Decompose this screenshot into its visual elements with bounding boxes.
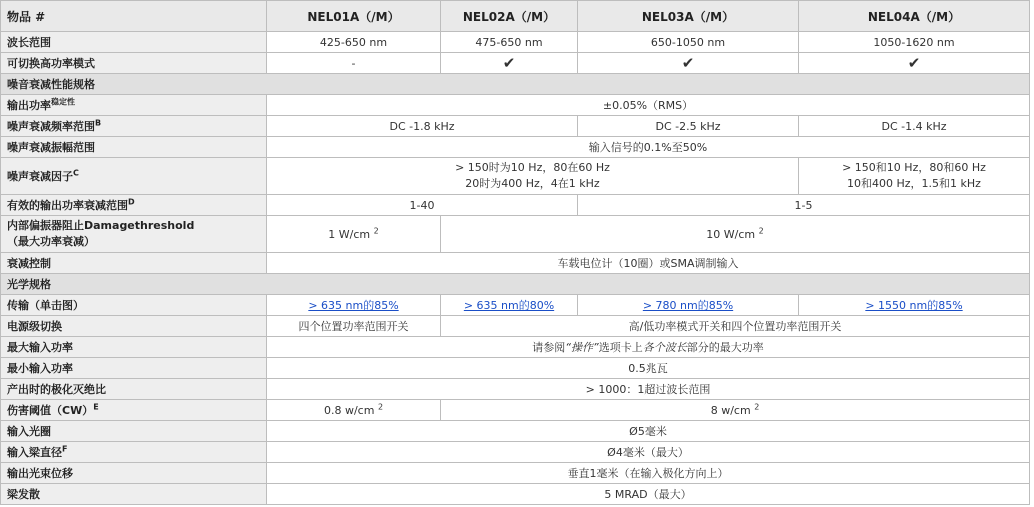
checkmark-icon: ✔ — [799, 53, 1030, 74]
power-switch-label: 电源级切换 — [1, 316, 267, 337]
divergence-value: 5 MRAD（最大） — [267, 484, 1030, 505]
damage-polarizer-label: 内部偏振器阻止Damagethreshold （最大功率衰减） — [1, 216, 267, 253]
damage-cw-label: 伤害阈值（CW）$^E$ — [1, 400, 267, 421]
transmission-link-nel01a[interactable]: > 635 nm的85% — [308, 299, 399, 312]
noise-freq-label: 噪声衰减频率范围$^B$ — [1, 116, 267, 137]
divergence-label: 梁发散 — [1, 484, 267, 505]
row-wavelength — [1, 32, 1030, 53]
row-max-input — [1, 337, 1030, 358]
output-power-label: 输出功率$^{稳定性}$ — [1, 95, 267, 116]
transmission-nel01a-cell — [267, 295, 441, 316]
noise-factor-nel01a-03a: > 150时为10 Hz，80在60 Hz 20时为400 Hz，4在1 kHz — [267, 158, 799, 195]
beam-shift-value: 垂直1毫米（在输入极化方向上） — [267, 463, 1030, 484]
transmission-link-nel03a[interactable]: > 780 nm的85% — [642, 299, 734, 312]
row-input-beam — [1, 442, 1030, 463]
wavelength-nel01a: 425-650 nm — [267, 32, 441, 53]
max-input-label: 最大输入功率 — [1, 337, 267, 358]
row-output-power — [1, 95, 1030, 116]
row-damage-cw — [1, 400, 1030, 421]
beam-shift-label: 输出光束位移 — [1, 463, 267, 484]
row-damage-polarizer — [1, 216, 1030, 253]
noise-freq-nel01a-02a: DC -1.8 kHz — [267, 116, 578, 137]
section-noise — [1, 74, 1030, 95]
switchable-nel01a: - — [267, 53, 441, 74]
checkmark-icon: ✔ — [578, 53, 799, 74]
row-noise-factor — [1, 158, 1030, 195]
min-input-label: 最小输入功率 — [1, 358, 267, 379]
effective-range-label: 有效的输出功率衰减范围$^D$ — [1, 195, 267, 216]
header-col-nel04a: NEL04A（/M） — [799, 1, 1030, 32]
input-beam-value: Ø4毫米（最大） — [267, 442, 1030, 463]
header-col-nel01a: NEL01A（/M） — [267, 1, 441, 32]
power-switch-nel02a-04a: 高/低功率模式开关和四个位置功率范围开关 — [441, 316, 1030, 337]
damage-polarizer-nel02a-04a: 10 W/cm $^2$ — [441, 216, 1030, 253]
power-switch-nel01a: 四个位置功率范围开关 — [267, 316, 441, 337]
wavelength-nel04a: 1050-1620 nm — [799, 32, 1030, 53]
damage-polarizer-nel01a: 1 W/cm $^2$ — [267, 216, 441, 253]
noise-freq-nel04a: DC -1.4 kHz — [799, 116, 1030, 137]
row-switchable — [1, 53, 1030, 74]
min-input-value: 0.5兆瓦 — [267, 358, 1030, 379]
header-col-nel03a: NEL03A（/M） — [578, 1, 799, 32]
header-row — [1, 1, 1030, 32]
wavelength-label: 波长范围 — [1, 32, 267, 53]
output-power-value: ±0.05%（RMS） — [267, 95, 1030, 116]
section-noise-title: 噪音衰减性能规格 — [1, 74, 1030, 95]
effective-range-nel03a-04a: 1-5 — [578, 195, 1030, 216]
attenuation-control-value: 车载电位计（10圈）或SMA调制输入 — [267, 253, 1030, 274]
damage-cw-nel02a-04a: 8 w/cm $^2$ — [441, 400, 1030, 421]
transmission-nel02a-cell — [441, 295, 578, 316]
row-power-switch — [1, 316, 1030, 337]
row-divergence — [1, 484, 1030, 505]
input-beam-label: 输入梁直径$^F$ — [1, 442, 267, 463]
transmission-link-nel04a[interactable]: > 1550 nm的85% — [865, 299, 963, 312]
header-item-label: 物品 # — [1, 1, 267, 32]
input-aperture-value: Ø5毫米 — [267, 421, 1030, 442]
switchable-label: 可切换高功率模式 — [1, 53, 267, 74]
noise-factor-nel04a: > 150和10 Hz，80和60 Hz 10和400 Hz，1.5和1 kHz — [799, 158, 1030, 195]
header-col-nel02a: NEL02A（/M） — [441, 1, 578, 32]
extinction-value: > 1000：1超过波长范围 — [267, 379, 1030, 400]
attenuation-control-label: 衰减控制 — [1, 253, 267, 274]
noise-factor-label: 噪声衰减因子$^C$ — [1, 158, 267, 195]
transmission-nel04a-cell — [799, 295, 1030, 316]
max-input-value: 请参阅“操作”选项卡上各个波长部分的最大功率 — [267, 337, 1030, 358]
section-optical — [1, 274, 1030, 295]
input-aperture-label: 输入光圈 — [1, 421, 267, 442]
transmission-link-nel02a[interactable]: > 635 nm的80% — [463, 299, 555, 312]
noise-amp-value: 输入信号的0.1%至50% — [267, 137, 1030, 158]
wavelength-nel02a: 475-650 nm — [441, 32, 578, 53]
transmission-label: 传输（单击图） — [1, 295, 267, 316]
row-min-input — [1, 358, 1030, 379]
noise-freq-nel03a: DC -2.5 kHz — [578, 116, 799, 137]
row-effective-range — [1, 195, 1030, 216]
row-attenuation-control — [1, 253, 1030, 274]
noise-amp-label: 噪声衰减振幅范围 — [1, 137, 267, 158]
row-beam-shift — [1, 463, 1030, 484]
row-noise-amp — [1, 137, 1030, 158]
extinction-label: 产出时的极化灭绝比 — [1, 379, 267, 400]
row-extinction — [1, 379, 1030, 400]
transmission-nel03a-cell — [578, 295, 799, 316]
row-input-aperture — [1, 421, 1030, 442]
checkmark-icon: ✔ — [441, 53, 578, 74]
wavelength-nel03a: 650-1050 nm — [578, 32, 799, 53]
row-noise-freq — [1, 116, 1030, 137]
section-optical-title: 光学规格 — [1, 274, 1030, 295]
damage-cw-nel01a: 0.8 w/cm $^2$ — [267, 400, 441, 421]
row-transmission — [1, 295, 1030, 316]
effective-range-nel01a-02a: 1-40 — [267, 195, 578, 216]
